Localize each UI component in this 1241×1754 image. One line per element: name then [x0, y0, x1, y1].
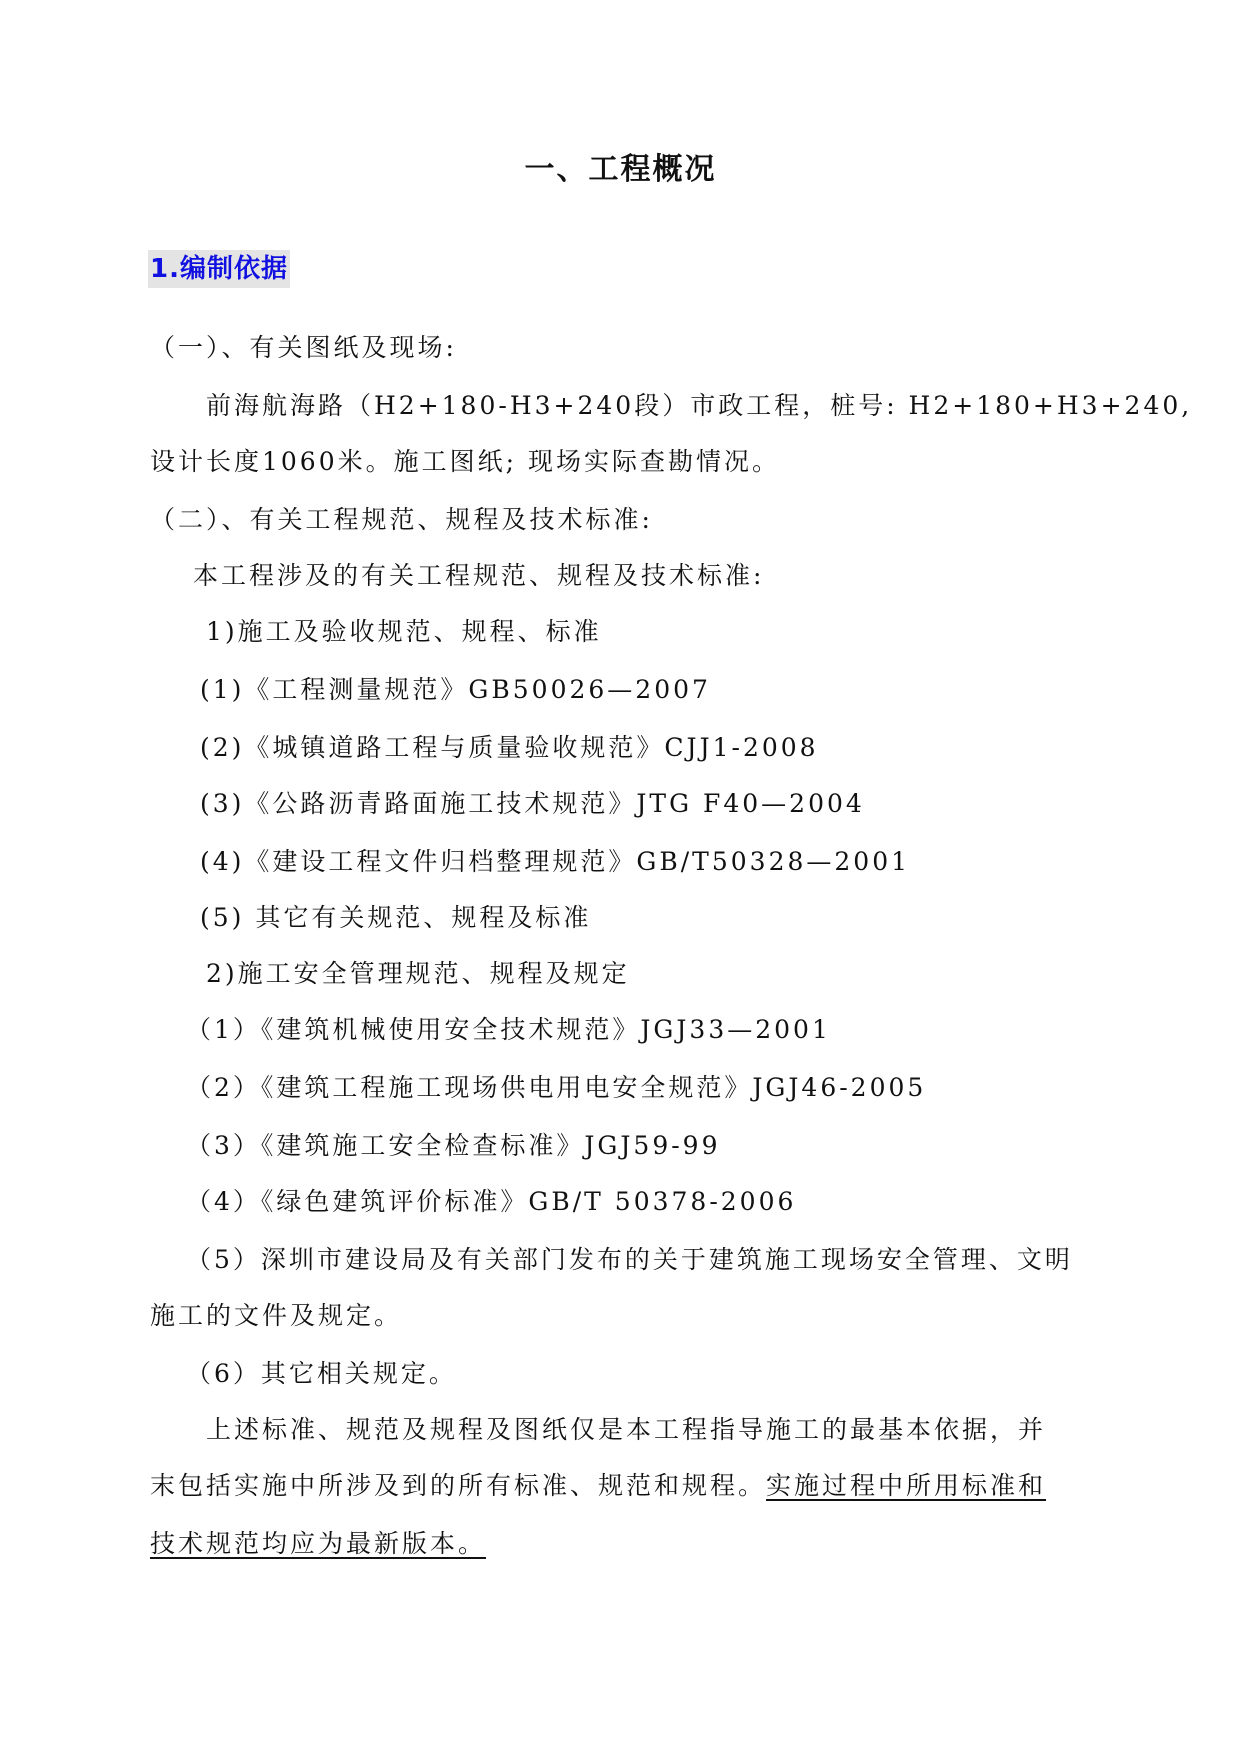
- underlined-note-continuation: 技术规范均应为最新版本。: [150, 1529, 487, 1558]
- closing-paragraph-line: [150, 1526, 486, 1562]
- section-heading: 1.编制依据: [148, 250, 290, 288]
- standards-intro: 本工程涉及的有关工程规范、规程及技术标准:: [193, 561, 765, 590]
- group-acceptance-heading: 1)施工及验收规范、规程、标准: [206, 617, 602, 646]
- list-item: (2)《城镇道路工程与质量验收规范》CJJ1-2008: [200, 733, 819, 762]
- list-item: （4）《绿色建筑评价标准》GB/T 50378-2006: [186, 1187, 797, 1216]
- list-item: (3)《公路沥青路面施工技术规范》JTG F40—2004: [200, 789, 865, 818]
- closing-paragraph-line: 上述标准、规范及规程及图纸仅是本工程指导施工的最基本依据，并: [206, 1415, 1047, 1444]
- list-item: (5) 其它有关规范、规程及标准: [200, 903, 592, 932]
- underlined-note: 实施过程中所用标准和: [766, 1471, 1047, 1500]
- group-safety-heading: 2)施工安全管理规范、规程及规定: [206, 959, 630, 988]
- list-item: （1）《建筑机械使用安全技术规范》JGJ33—2001: [186, 1015, 831, 1044]
- closing-paragraph-line: [150, 1468, 1046, 1504]
- page-title: 一、工程概况: [524, 152, 717, 187]
- project-description-continuation: 设计长度1060米。施工图纸; 现场实际查勘情况。: [150, 447, 780, 476]
- list-item-continuation: 施工的文件及规定。: [150, 1301, 403, 1330]
- subsection-drawings-heading: （一）、有关图纸及现场:: [150, 333, 457, 362]
- list-item: （3）《建筑施工安全检查标准》JGJ59-99: [186, 1131, 721, 1160]
- project-description-line: 前海航海路（H2+180-H3+240段）市政工程，桩号: H2+180+H3+240,: [206, 391, 1193, 420]
- list-item: (1)《工程测量规范》GB50026—2007: [200, 675, 711, 704]
- list-item: （5）深圳市建设局及有关部门发布的关于建筑施工现场安全管理、文明: [186, 1245, 1073, 1274]
- list-item: （2）《建筑工程施工现场供电用电安全规范》JGJ46-2005: [186, 1073, 927, 1102]
- list-item: （6）其它相关规定。: [186, 1359, 457, 1388]
- list-item: (4)《建设工程文件归档整理规范》GB/T50328—2001: [200, 847, 911, 876]
- subsection-standards-heading: （二）、有关工程规范、规程及技术标准:: [150, 505, 653, 534]
- closing-text: 末包括实施中所涉及到的所有标准、规范和规程。: [150, 1471, 767, 1500]
